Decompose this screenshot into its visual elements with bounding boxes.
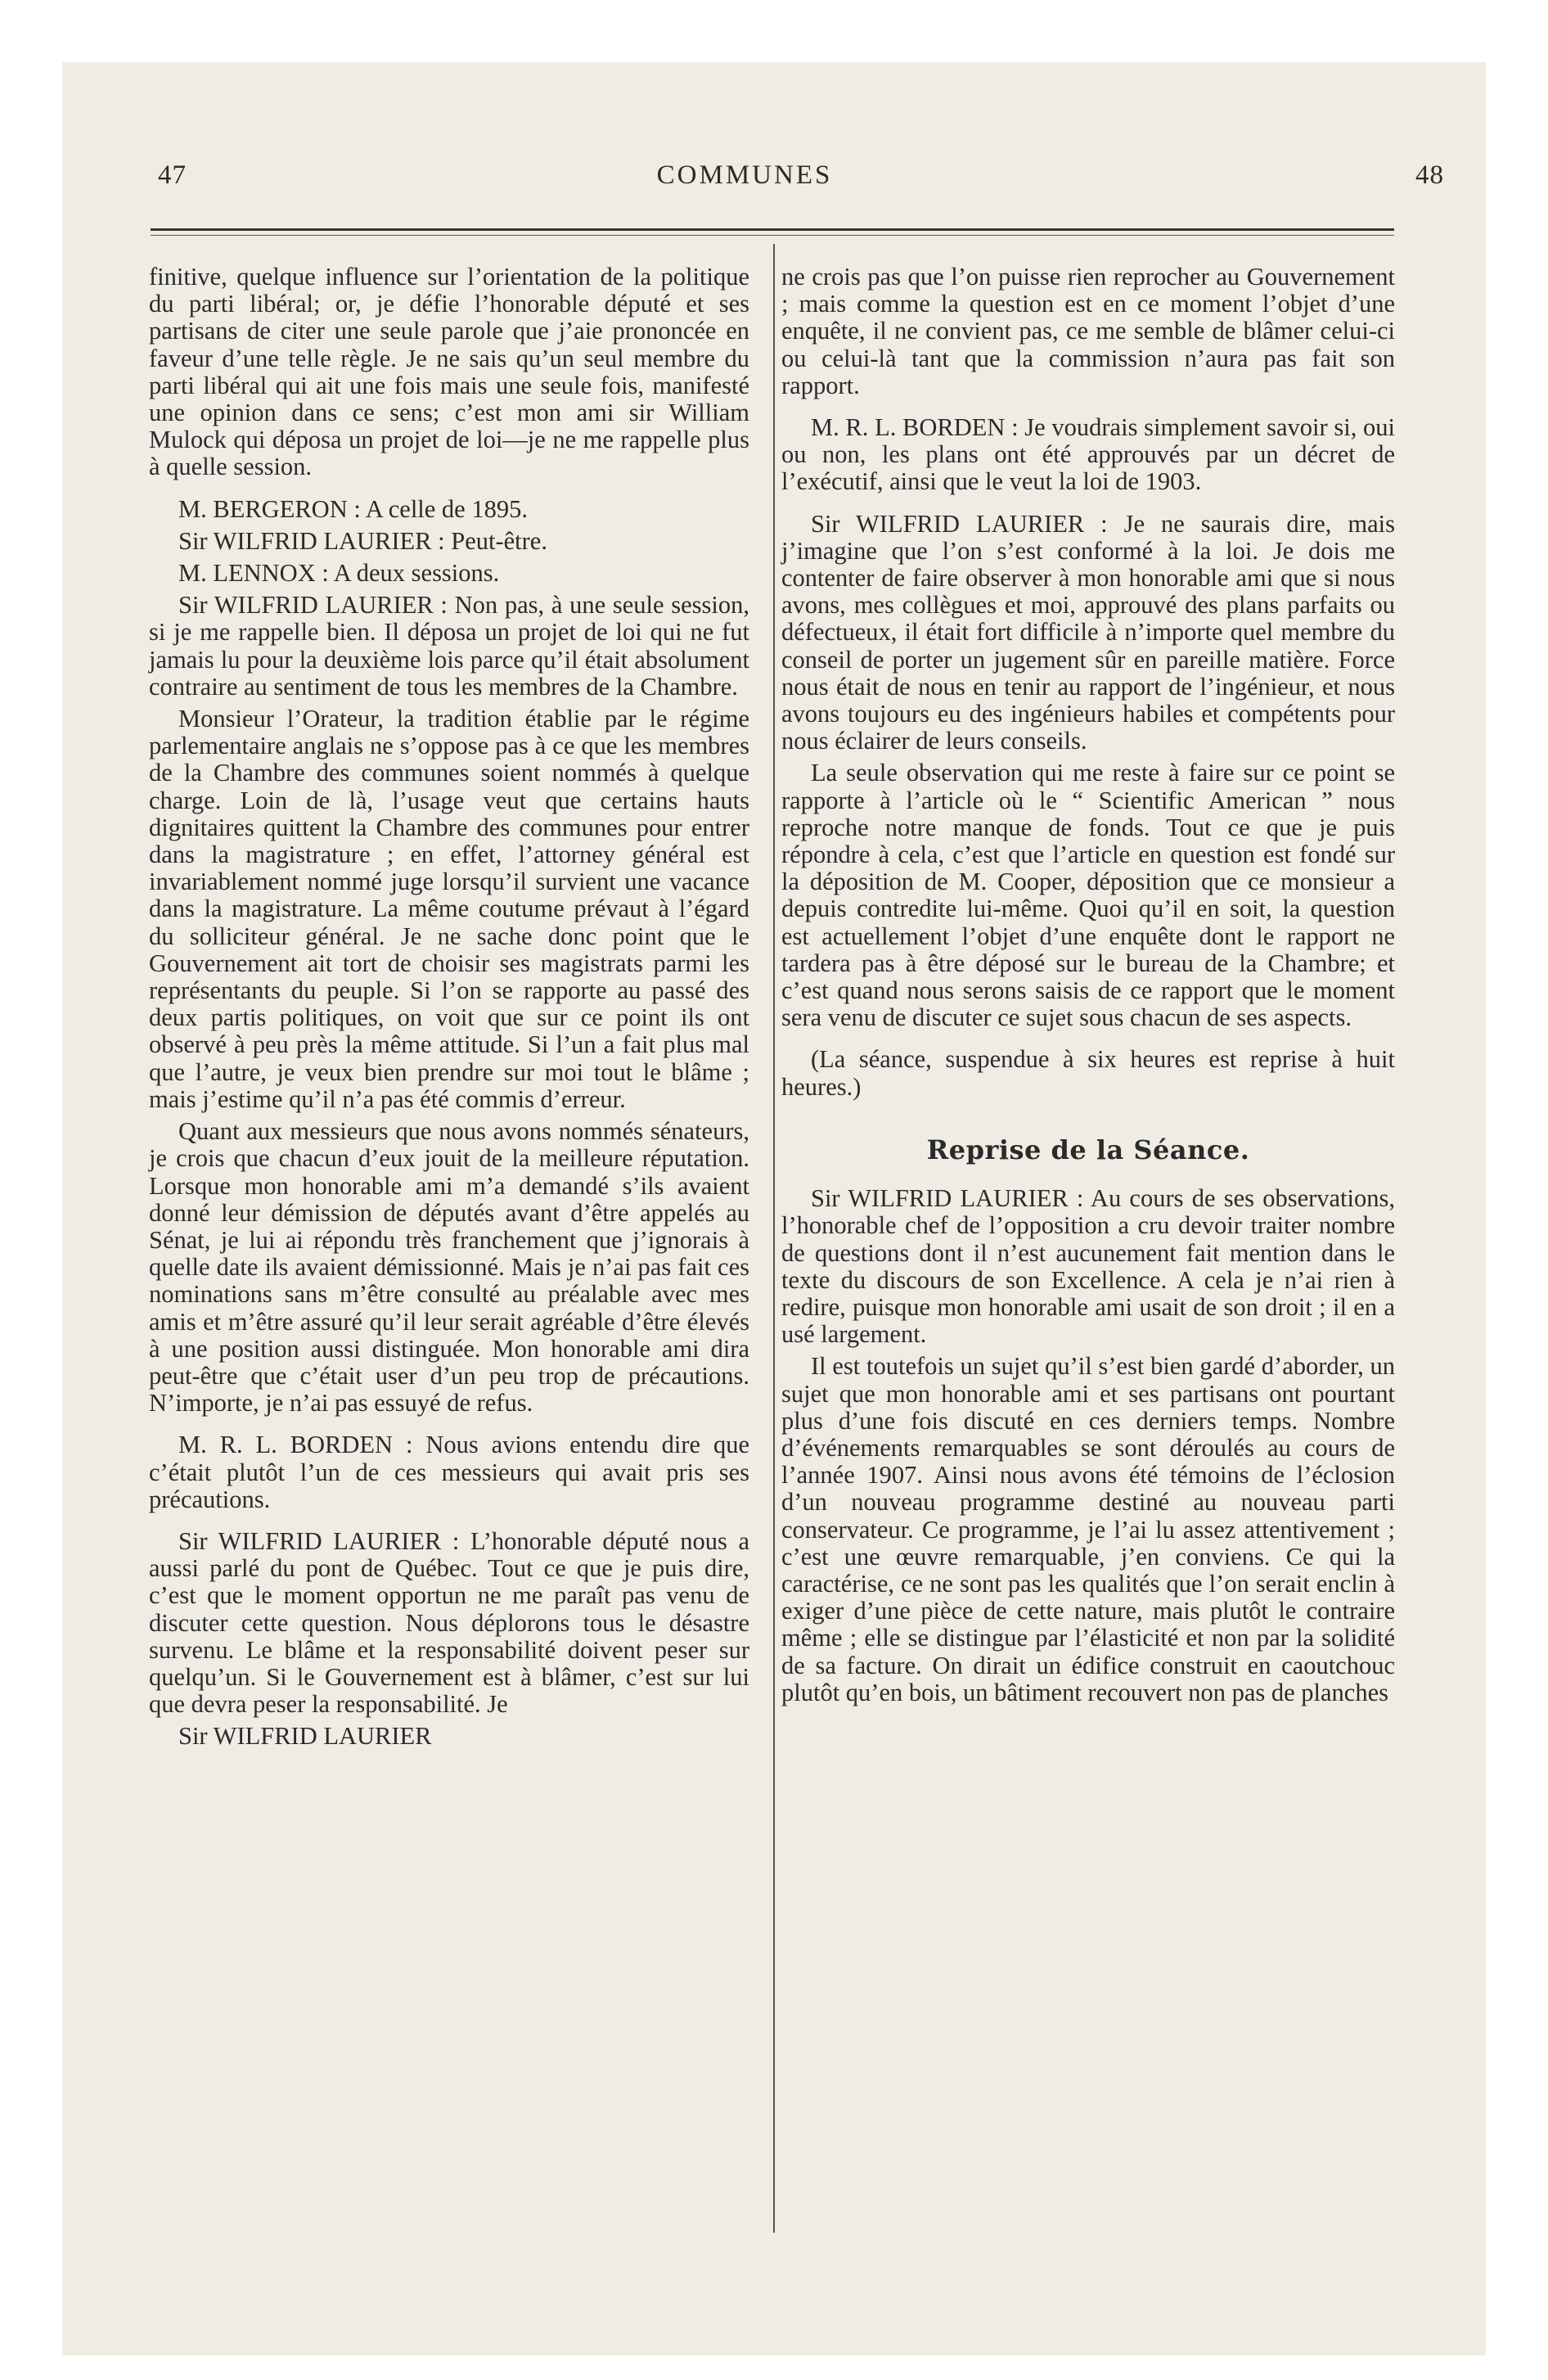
paragraph: La seule observation qui me reste à faire sur ce point se rapporte à l’article où le “ Scientific American ” nous reproche notre manque de fonds. Tout ce que je puis répondre à cela, c’est que l’article en question est fondé sur la déposition de M. Cooper, déposition que ce monsieur a depuis contredite lui-même. Quoi qu’il en soit, la question est actuellement l’objet d’une enquête dont le rapport ne tardera pas à être déposé sur le bureau de la Chambre; et c’est quand nous serons saisis de ce rapport que le moment sera venu de discuter ce sujet sous chacun de ses aspects. xyxy=(781,759,1395,1032)
paragraph: M. BERGERON : A celle de 1895. xyxy=(178,494,528,523)
paragraph: Sir WILFRID LAURIER : Au cours de ses observations, l’honorable chef de l’opposition a cru devoir traiter nombre de questions dont il n’est aucunement fait mention dans le texte du discours de son Excellence. A cela je n’ai rien à redire, puisque mon honorable ami usait de son droit ; il en a usé largement. xyxy=(781,1184,1395,1349)
paragraph: M. LENNOX : A deux sessions. xyxy=(178,559,500,588)
page-number-right: 48 xyxy=(1415,160,1444,190)
paragraph: Monsieur l’Orateur, la tradition établie par le régime parlementaire anglais ne s’oppose pas à ce que les membres de la Chambre des communes soient nommés à quelque charge. Loin de là, l’usage veut que certains hauts dignitaires quittent la Chambre des communes pour entrer dans la magistrature ; en effet, l’attorney général est invariablement nommé juge lorsqu’il survient une vacance dans la magistrature. La même coutume prévaut à l’égard du solliciteur général. Je ne sache donc point que le Gouvernement ait tort de choisir ses magistrats parmi les représentants du peuple. Si l’on se rapporte au passé des deux partis politiques, on voit que sur ce point ils ont observé à peu près la même attitude. Si l’un a fait plus mal que l’autre, je veux bien prendre sur moi tout le blâme ; mais j’estime qu’il n’a pas été commis d’erreur. xyxy=(149,705,749,1113)
header-rule-thin xyxy=(151,235,1394,236)
paragraph: (La séance, suspendue à six heures est reprise à huit heures.) xyxy=(781,1045,1395,1101)
section-heading: Reprise de la Séance. xyxy=(926,1134,1250,1165)
page-header xyxy=(94,154,1444,203)
paragraph: Sir WILFRID LAURIER : Je ne saurais dire, mais j’imagine que l’on s’est conformé à la loi. Je dois me contenter de faire observer à mon honorable ami que si nous avons, mes collègues et moi, approuvé des plans parfaits ou défectueux, il était fort difficile à n’importe quel membre du conseil de porter un jugement sûr en pareille matière. Force nous était de nous en tenir au rapport de l’ingénieur, et nous avons toujours eu des ingénieurs habiles et compétents pour nous éclairer de leurs conseils. xyxy=(781,509,1395,755)
paragraph: Sir WILFRID LAURIER : Peut-être. xyxy=(178,526,547,555)
paragraph: Il est toutefois un sujet qu’il s’est bien gardé d’aborder, un sujet que mon honorable ami et ses partisans ont pourtant plus d’une fois discuté en ces derniers temps. Nombre d’événements remarquables se sont déroulés au cours de l’année 1907. Ainsi nous avons été témoins de l’éclosion d’un nouveau programme destiné au nouveau parti conservateur. Ce programme, je l’ai lu assez attentivement ; c’est une œuvre remarquable, j’en conviens. Ce qui la caractérise, ce ne sont pas les qualités que l’on serait enclin à exiger d’une pièce de cette nature, mais plutôt le contraire même ; elle se distingue par l’élasticité et non par la solidité de sa facture. On dirait un édifice construit en caoutchouc plutôt qu’en bois, un bâtiment recouvert non pas de planches xyxy=(781,1352,1395,1706)
paragraph: Sir WILFRID LAURIER : L’honorable député nous a aussi parlé du pont de Québec. Tout ce que je puis dire, c’est que le moment opportun ne me paraît pas venu de discuter cette question. Nous déplorons tous le désastre survenu. Le blâme et la responsabilité doivent peser sur quelqu’un. Si le Gouvernement est à blâmer, c’est sur lui que devra peser la responsabilité. Je xyxy=(149,1526,749,1719)
paragraph: Sir WILFRID LAURIER : Non pas, à une seule session, si je me rappelle bien. Il déposa un projet de loi qui ne fut jamais lu pour la deuxième lois parce qu’il était absolument contraire au sentiment de tous les membres de la Chambre. xyxy=(149,591,749,701)
right-column xyxy=(781,264,1395,1721)
running-title: COMMUNES xyxy=(656,160,833,190)
left-column xyxy=(149,264,749,1765)
paragraph: Quant aux messieurs que nous avons nommés sénateurs, je crois que chacun d’eux jouit de la meilleure réputation. Lorsque mon honorable ami m’a demandé s’ils avaient donné leur démission de députés avant d’être appelés au Sénat, je lui ai répondu très franchement que j’ignorais à quelle date ils avaient démissionné. Mais je n’ai pas fait ces nominations sans m’être consulté au préalable avec mes amis et m’être assuré qu’il leur serait agréable d’être élevés à une position aussi distinguée. Mon honorable ami dira peut-être que c’était user d’un peu trop de précautions. N’importe, je n’ai pas essuyé de refus. xyxy=(149,1117,749,1418)
paragraph: M. R. L. BORDEN : Nous avions entendu dire que c’était plutôt l’un de ces messieurs qui avait pris ses précautions. xyxy=(149,1431,749,1513)
header-rule xyxy=(151,228,1394,231)
paragraph: ne crois pas que l’on puisse rien reprocher au Gouvernement ; mais comme la question est en ce moment l’objet d’une enquête, il ne convient pas, ce me semble de blâmer celui-ci ou celui-là tant que la commission n’aura pas fait son rapport. xyxy=(781,263,1395,399)
column-divider xyxy=(773,244,775,2233)
paragraph: Sir WILFRID LAURIER xyxy=(178,1722,432,1751)
page-number-left: 47 xyxy=(158,160,187,190)
paragraph: finitive, quelque influence sur l’orientation de la politique du parti libéral; or, je défie l’honorable député et ses partisans de citer une seule parole que j’aie prononcée en faveur d’une telle règle. Je ne sais qu’un seul membre du parti libéral qui ait une fois mais une seule fois, manifesté une opinion dans ce sens; c’est mon ami sir William Mulock qui déposa un projet de loi—je ne me rappelle plus à quelle session. xyxy=(149,263,749,481)
paragraph: M. R. L. BORDEN : Je voudrais simplement savoir si, oui ou non, les plans ont été approuvés par un décret de l’exécutif, ainsi que le veut la loi de 1903. xyxy=(781,413,1395,496)
